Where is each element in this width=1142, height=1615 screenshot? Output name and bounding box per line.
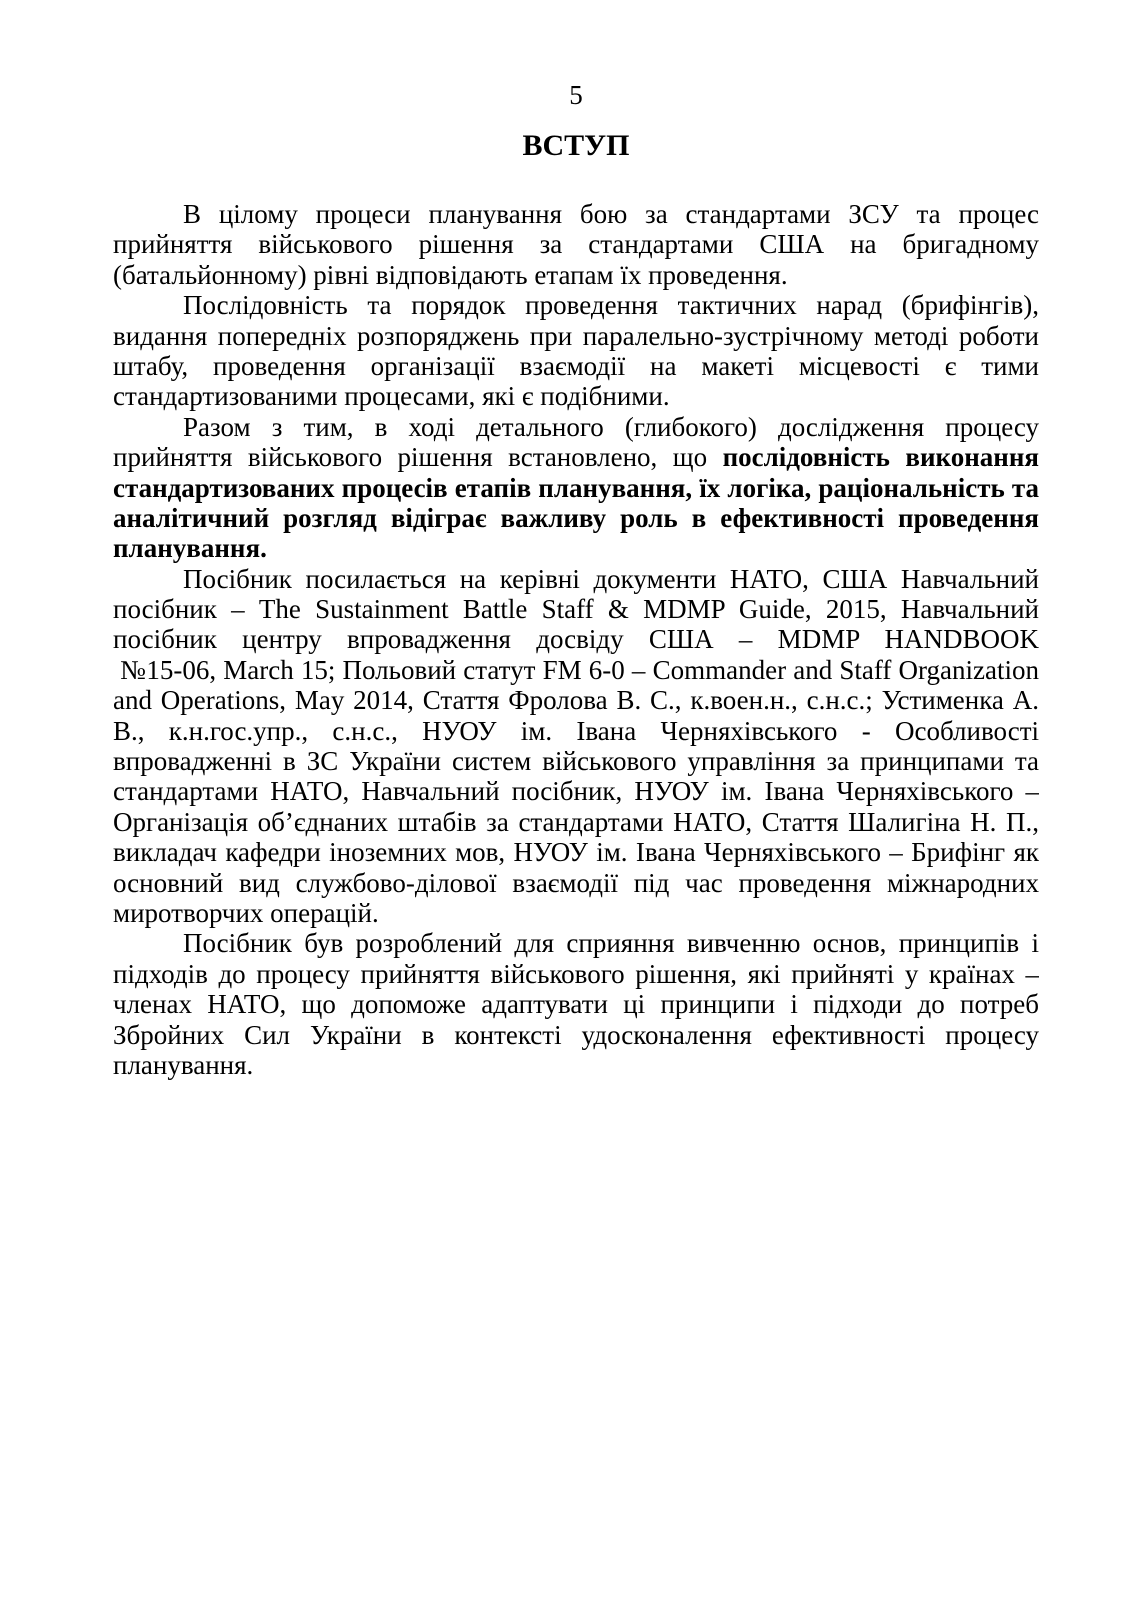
text-line [113,321,1039,351]
text-line [113,959,1039,989]
text-line [113,989,1039,1019]
text-segment: стандартизованими процесами, які є подібними. [113,381,670,412]
text-line [113,290,1039,320]
text-segment: планування. [113,1049,254,1080]
page-number: 5 [569,80,583,110]
text-line [113,503,1039,533]
text-segment: впровадженні в ЗС України систем військового управління за принципами та [113,746,1039,777]
text-segment: викладач кафедри іноземних мов, НУОУ ім. Івана Черняхівського – Брифінг як [113,837,1039,868]
text-segment: В цілому процеси планування бою за стандартами ЗСУ та процес [183,199,1039,229]
text-segment: Послідовність та порядок проведення тактичних нарад (брифінгів), [183,290,1039,321]
paragraph [113,564,1039,929]
text-line [113,928,1039,958]
text-segment: Разом з тим, в ході детального (глибокого) дослідження процесу [183,411,1039,442]
text-segment: Посібник посилається на керівні документи НАТО, США Навчальний [183,563,1039,594]
text-line [113,716,1039,746]
bold-text-segment: стандартизованих процесів етапів планування, їх логіка, раціональність та [113,472,1039,503]
text-segment: and Operations, May 2014, Стаття Фролова В. С., к.воен.н., с.н.с.; Устименка А. [113,685,1039,716]
bold-text-segment: послідовність виконання [722,442,1039,473]
text-line [113,381,1039,411]
text-segment: посібник – The Sustainment Battle Staff & MDMP Guide, 2015, Навчальний [113,594,1039,625]
text-line [113,351,1039,381]
bold-text-segment: аналітичний розгляд відіграє важливу роль в ефективності проведення [113,502,1039,533]
paragraph [113,290,1039,412]
text-segment: (батальйонному) рівні відповідають етапам їх проведення. [113,259,788,290]
text-line [113,898,1039,928]
text-segment: прийняття військового рішення встановлено, що [113,442,723,473]
text-segment: видання попередніх розпоряджень при паралельно-зустрічному методі роботи [113,320,1039,351]
text-line [113,837,1039,867]
text-segment: В., к.н.гос.упр., с.н.с., НУОУ ім. Івана Черняхівського - Особливості [113,715,1039,746]
paragraph [113,928,1039,1080]
text-segment: посібник центру впровадження досвіду США – MDMP HANDBOOK [113,624,1039,655]
text-segment: штабу, проведення організації взаємодії на макеті місцевості є тими [113,350,1039,381]
text-segment: Збройних Сил України в контексті удосконалення ефективності процесу [113,1019,1039,1050]
text-segment: прийняття військового рішення за стандартами США на бригадному [113,229,1039,260]
text-segment: основний вид службово-ділової взаємодії під час проведення міжнародних [113,867,1039,898]
text-line [113,807,1039,837]
text-segment: членах НАТО, що допоможе адаптувати ці принципи і підходи до потреб [113,989,1039,1020]
text-line [113,685,1039,715]
text-line [113,229,1039,259]
text-segment: №15-06, March 15; Польовий статут FM 6-0 – Commander and Staff Organization [113,654,1039,685]
section-title: ВСТУП [522,129,630,162]
text-line [113,776,1039,806]
text-line [113,199,1039,229]
text-line [113,1050,1039,1080]
text-line [113,594,1039,624]
text-line [113,564,1039,594]
text-line [113,868,1039,898]
text-segment: стандартами НАТО, Навчальний посібник, НУОУ ім. Івана Черняхівського – [113,776,1039,807]
bold-text-segment: планування. [113,533,267,564]
text-segment: Посібник був розроблений для сприяння вивченню основ, принципів і [183,928,1039,959]
text-line [113,412,1039,442]
text-segment: Організація об’єднаних штабів за стандартами НАТО, Стаття Шалигіна Н. П., [113,806,1039,837]
paragraph [113,412,1039,564]
text-segment: миротворчих операцій. [113,897,379,928]
text-line [113,260,1039,290]
text-line [113,473,1039,503]
text-line [113,655,1039,685]
text-segment: підходів до процесу прийняття військового рішення, які прийняті у країнах – [113,958,1039,989]
text-line [113,746,1039,776]
paragraph [113,199,1039,290]
document-body [113,199,1039,1080]
text-line [113,533,1039,563]
text-line [113,442,1039,472]
text-line [113,624,1039,654]
text-line [113,1020,1039,1050]
